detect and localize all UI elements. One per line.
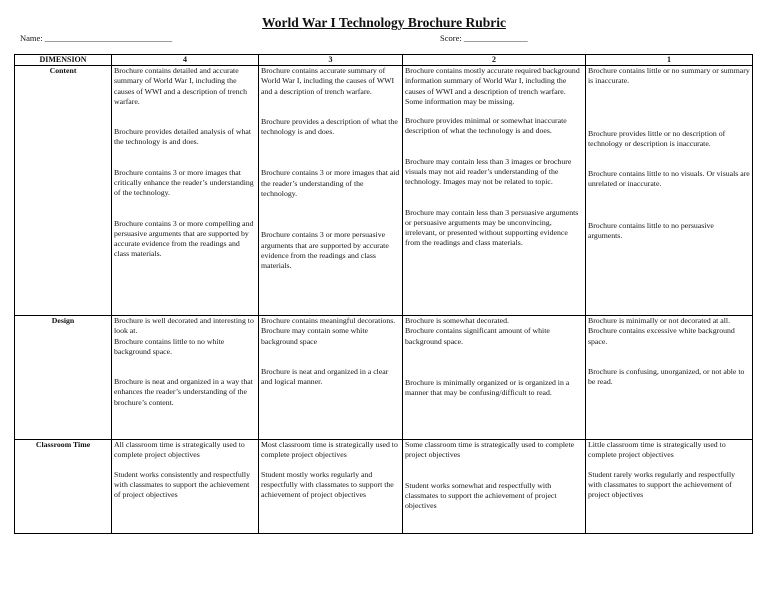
cell-classroom-1: [586, 440, 753, 534]
page-title: World War I Technology Brochure Rubric: [262, 15, 506, 30]
criterion: Student rarely works regularly and respectfully with classmates to support the achievement of project objectives: [588, 469, 736, 500]
criterion: Brochure contains 3 or more persuasive arguments that are supported by accurate evidence from the readings and class materials.: [261, 230, 389, 271]
header-score-2: 2: [403, 55, 586, 66]
cell-content-4: [112, 66, 259, 316]
criterion: Brochure provides detailed analysis of what the technology is and does.: [114, 127, 252, 147]
criterion: Brochure may contain some white background space: [261, 326, 368, 346]
cell-content-2: [403, 66, 586, 316]
header-dimension: DIMENSION: [15, 55, 112, 66]
cell-content-1: [586, 66, 753, 316]
criterion: Brochure contains 3 or more compelling and persuasive arguments that are supported by accurate evidence from the readings and class materials.: [114, 218, 254, 259]
cell-classroom-2: [403, 440, 586, 534]
cell-design-1: [586, 316, 753, 440]
row-design: [15, 316, 753, 440]
criterion: Student works somewhat and respectfully with classmates to support the achievement of project objectives: [405, 480, 557, 511]
criterion: Brochure contains little to no persuasive arguments.: [588, 220, 714, 240]
criterion: Brochure contains mostly accurate required background information summary of World War I, including the causes of WWI and a description of trench warfare. Some information may be missing.: [405, 66, 580, 106]
criterion: Brochure contains detailed and accurate summary of World War I, including the causes of WWI and a description of trench warfare.: [114, 66, 247, 106]
cell-content-3: [259, 66, 403, 316]
criterion: Brochure is well decorated and interesting to look at.: [114, 316, 254, 336]
criterion: Brochure contains significant amount of white background space.: [405, 326, 550, 346]
rubric-table: [14, 54, 753, 534]
criterion: Brochure contains excessive white background space.: [588, 326, 735, 346]
dimension-content: Content: [15, 66, 112, 316]
criterion: Brochure contains 3 or more images that aid the reader’s understanding of the technology.: [261, 168, 400, 198]
criterion: Brochure is minimally organized or is organized in a manner that may be confusing/difficult to read.: [405, 377, 570, 398]
criterion: Brochure may contain less than 3 images or brochure visuals may not aid reader’s understanding of the technology. Images may not be related to topic.: [405, 156, 572, 187]
criterion: Brochure contains little to no visuals. Or visuals are unrelated or inaccurate.: [588, 169, 750, 189]
cell-design-4: [112, 316, 259, 440]
criterion: Brochure is confusing, unorganized, or not able to be read.: [588, 366, 745, 387]
criterion: Brochure contains 3 or more images that critically enhance the reader’s understanding of the technology.: [114, 167, 254, 198]
criterion: Little classroom time is strategically used to complete project objectives: [588, 440, 726, 460]
cell-classroom-4: [112, 440, 259, 534]
cell-design-2: [403, 316, 586, 440]
criterion: Most classroom time is strategically used to complete project objectives: [261, 440, 398, 460]
row-classroom-time: [15, 440, 753, 534]
header-score-4: 4: [112, 55, 259, 66]
criterion: Brochure contains accurate summary of World War I, including the causes of WWI and a description of trench warfare.: [261, 66, 395, 96]
cell-design-3: [259, 316, 403, 440]
header-score-3: 3: [259, 55, 403, 66]
criterion: Student works consistently and respectfully with classmates to support the achievement of project objectives: [114, 469, 250, 500]
header-row: [15, 55, 753, 66]
criterion: Brochure is neat and organized in a way that enhances the reader’s understanding of the brochure’s content.: [114, 377, 253, 407]
criterion: Brochure provides minimal or somewhat inaccurate description of what the technology is and does.: [405, 116, 567, 136]
criterion: Brochure is neat and organized in a clear and logical manner.: [261, 366, 389, 387]
criterion: All classroom time is strategically used to complete project objectives: [114, 440, 245, 460]
criterion: Brochure provides little or no description of technology or description is inaccurate.: [588, 128, 726, 148]
criterion: Brochure contains little or no summary or summary is inaccurate.: [588, 66, 750, 86]
header-score-1: 1: [586, 55, 753, 66]
criterion: Brochure contains meaningful decorations.: [261, 316, 396, 325]
dimension-design: Design: [15, 316, 112, 440]
cell-classroom-3: [259, 440, 403, 534]
row-content: [15, 66, 753, 316]
criterion: Brochure is minimally or not decorated at all.: [588, 316, 731, 325]
criterion: Brochure is somewhat decorated.: [405, 316, 509, 325]
score-field: Score: _______________: [440, 33, 528, 43]
criterion: Brochure contains little to no white background space.: [114, 336, 225, 356]
dimension-classroom-time: Classroom Time: [15, 440, 112, 534]
criterion: Brochure may contain less than 3 persuasive arguments or persuasive arguments may be unconvincing, irrelevant, or presented without supporting evidence from the readings and class materials.: [405, 207, 579, 248]
criterion: Some classroom time is strategically used to complete project objectives: [405, 440, 575, 460]
criterion: Brochure provides a description of what the technology is and does.: [261, 116, 398, 137]
criterion: Student mostly works regularly and respectfully with classmates to support the achievement of project objectives: [261, 469, 394, 500]
name-field: Name: ______________________________: [20, 33, 173, 43]
